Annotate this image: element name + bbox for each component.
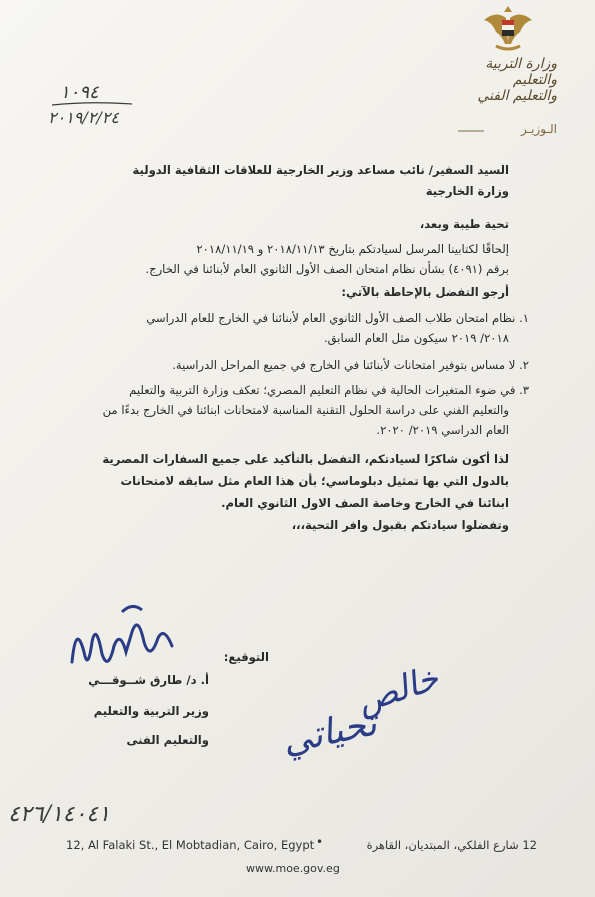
handwritten-ref-number: ١٠٩٤ [60,82,99,103]
minister-title: الـوزيـر [521,122,557,136]
closing-line2: بالدول التي بها تمثيل دبلوماسي؛ بأن هذا العام مثل سابقه لامتحانات [120,474,509,488]
greeting: تحية طيبة وبعد، [419,217,509,231]
ministry-name [437,56,557,104]
request-line: أرجو التفضل بالإحاطة بالآتي: [341,285,509,299]
item3-line2: والتعليم الفني على دراسة الحلول التقنية المناسبة لامتحانات ابنائنا في الخارج بدءًا من [102,403,509,417]
closing-line1: لذا أكون شاكرًا لسيادتكم، التفضل بالتأكيد على جميع السفارات المصرية [102,452,509,466]
handwritten-underline [50,100,134,108]
para1-line2: برقم (٤٠٩١) بشأن نظام امتحان الصف الأول الثانوي العام لأبنائنا في الخارج. [145,262,509,276]
item3-line1: ٣. في ضوء المتغيرات الحالية في نظام التعليم المصري؛ تعكف وزارة التربية والتعليم [129,383,529,397]
signatory-title-line1: وزير التربية والتعليم [93,704,209,718]
footer-address-en: 12, Al Falaki St., El Mobtadian, Cairo, Egypt [66,838,315,852]
footer-address-ar: 12 شارع الفلكي، المبتديان، القاهرة [366,838,537,852]
divider-line [458,128,484,134]
egypt-eagle-crest-icon [478,2,538,54]
item1-line2: ٢٠١٨/ ٢٠١٩ سيكون مثل العام السابق. [323,331,509,345]
recipient-line1: السيد السفير/ نائب مساعد وزير الخارجية للعلاقات الثقافية الدولية [132,163,509,177]
footer-separator-dot: • [316,835,324,849]
signatory-title-line2: والتعليم الفنى [126,733,209,747]
ministry-line2: والتعليم الفني [477,88,557,104]
handwritten-ref-date: ٢٠١٩/٢/٢٤ [48,108,119,127]
ministry-line1: وزارة التربية والتعليم [485,56,557,88]
item3-line3: العام الدراسي ٢٠١٩/ ٢٠٢٠. [376,423,509,437]
blue-signature-scribble [62,602,182,682]
footer-website: www.moe.gov.eg [246,862,340,875]
handwritten-bottom-number: ٤٢٦/١٤٠٤١ [8,802,110,827]
signatory-name: أ. د/ طارق شــوقـــي [88,673,209,687]
signature-label: التوقيع: [223,650,269,664]
item1-line1: ١. نظام امتحان طلاب الصف الأول الثانوي العام لأبنائنا في الخارج للعام الدراسي [146,311,529,325]
closing-regards: وتفضلوا سيادتكم بقبول وافر التحية،،، [291,518,509,532]
item2: ٢. لا مساس بتوفير امتحانات لأبنائنا في الخارج في جميع المراحل الدراسية. [172,358,529,372]
handwritten-annotation-line2: تحياتي [278,702,381,763]
closing-line3: ابنائنا في الخارج وخاصة الصف الاول الثانوي العام. [221,496,509,510]
handwritten-annotation-line1: خالص [351,658,444,722]
recipient-line2: وزارة الخارجية [425,184,509,198]
para1-line1: إلحاقًا لكتابينا المرسل لسيادتكم بتاريخ ٢٠١٨/١١/١٣ و ٢٠١٨/١١/١٩ [196,242,509,256]
